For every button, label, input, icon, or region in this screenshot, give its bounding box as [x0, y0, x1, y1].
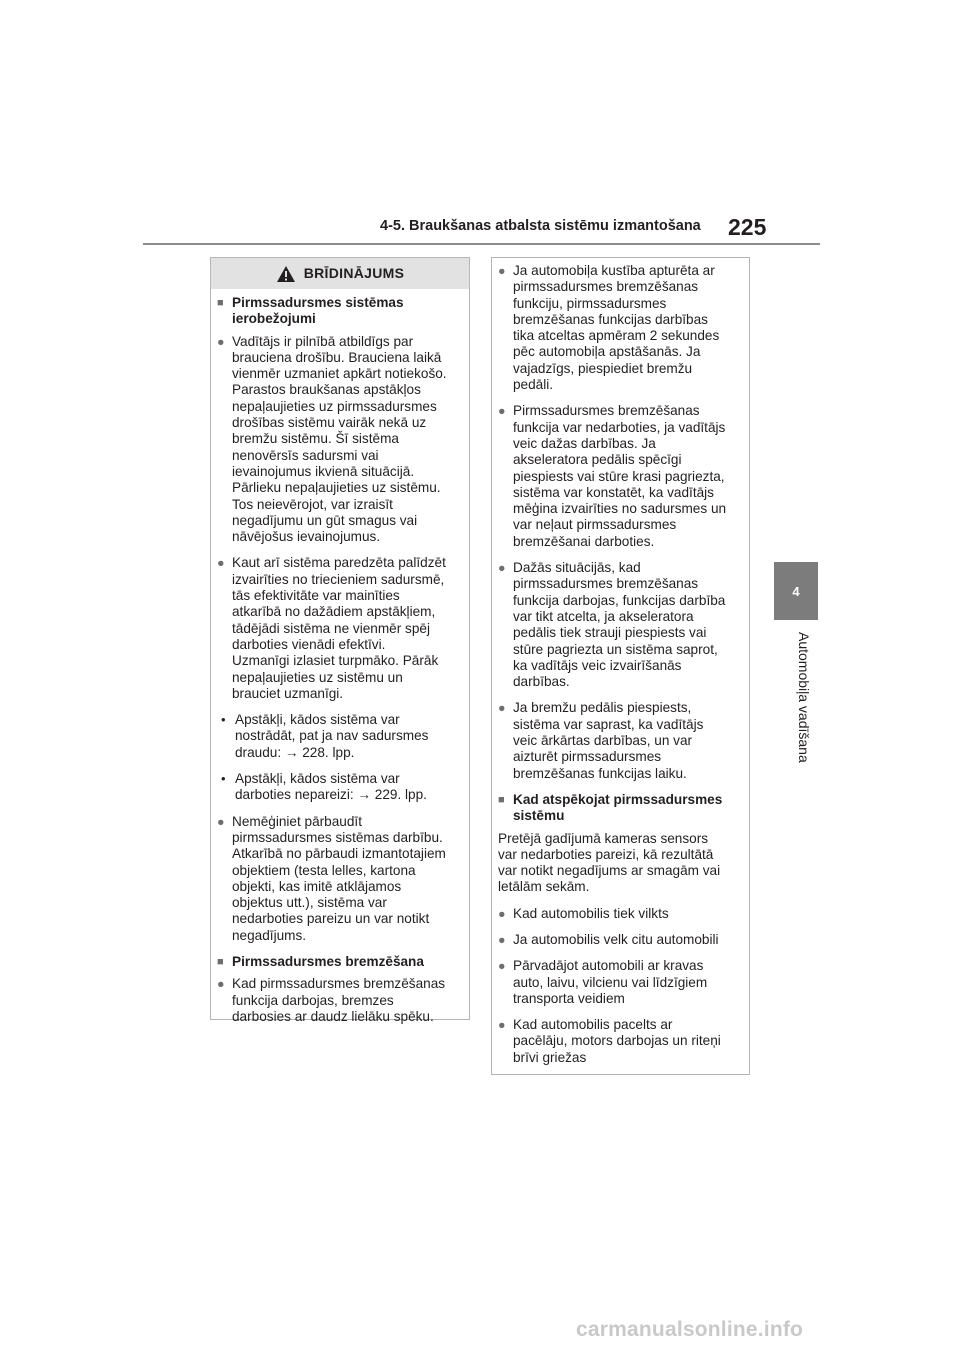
list-item [498, 560, 743, 690]
item-text: Vadītājs ir pilnībā atbildīgs par brauciena drošību. Brauciena laikā vienmēr uzmaniet apkārt notiekošo. Parastos braukšanas apstākļos nepaļaujieties uz pirmssadursmes drošības sistēmu vairāk nekā uz bremžu sistēmu. Šī sistēma nenovērsīs sadursmi vai ievainojumus ikvienā situācijā. Pārlieku nepaļaujieties uz sistēmu. Tos neievērojot, var izraisīt negadījumu un gūt smagus vai nāvējošus ievainojumus. [232, 333, 447, 545]
chapter-tab [774, 562, 818, 620]
item-text: Apstākļi, kādos sistēma var darboties nepareizi: → 229. lpp. [235, 771, 427, 803]
heading-text: Pirmssadursmes bremzēšana [232, 953, 424, 969]
list-item [498, 403, 743, 550]
circle-bullet-icon: ● [498, 264, 506, 278]
paragraph: Pretējā gadījumā kameras sensors var nedarboties pareizi, kā rezultātā var notikt negadījums ar smagām vai letālām sekām. [498, 830, 721, 895]
square-bullet-icon: ■ [498, 793, 505, 806]
warning-header [211, 258, 469, 289]
circle-bullet-icon: ● [217, 556, 225, 571]
item-text: Pārvadājot automobili ar kravas auto, laivu, vilcienu vai līdzīgiem transporta veidiem [513, 958, 708, 1006]
watermark: carmanualsonline.info [576, 1318, 804, 1341]
warning-triangle-icon [276, 265, 296, 283]
item-text: Apstākļi, kādos sistēma var nostrādāt, pat ja nav sadursmes draudu: → 228. lpp. [235, 712, 429, 760]
section-title: 4-5. Braukšanas atbalsta sistēmu izmantošana [380, 218, 701, 234]
heading-text: Pirmssadursmes sistēmas ierobežojumi [232, 295, 404, 327]
circle-bullet-icon: ● [217, 977, 225, 992]
item-text: Kad automobilis pacelts ar pacēlāju, motors darbojas un riteņi brīvi griežas [513, 1017, 721, 1065]
list-item [498, 958, 743, 1007]
item-text: Kad automobilis tiek vilkts [513, 905, 669, 921]
list-item [498, 1017, 743, 1066]
circle-bullet-icon: ● [498, 906, 506, 921]
header-divider [143, 243, 820, 245]
circle-bullet-icon: ● [498, 959, 506, 974]
list-item [498, 700, 743, 781]
circle-bullet-icon: ● [217, 334, 225, 349]
list-item [217, 976, 463, 1025]
chapter-number: 4 [792, 583, 800, 599]
sub-bullet [217, 771, 463, 804]
sub-bullet [217, 712, 463, 761]
circle-bullet-icon: ● [498, 701, 506, 716]
list-item [217, 814, 463, 944]
item-text: Kad pirmssadursmes bremzēšanas funkcija darbojas, bremzes darbosies ar daudz lielāku spēku. [232, 976, 446, 1024]
list-item [498, 932, 743, 948]
list-item [217, 555, 463, 702]
dot-bullet-icon: • [221, 712, 226, 728]
page-number: 225 [728, 214, 767, 240]
warning-title: BRĪDINĀJUMS [303, 265, 405, 282]
square-bullet-icon: ■ [217, 297, 224, 309]
square-bullet-icon: ■ [217, 955, 224, 968]
warning-box-continued [491, 257, 750, 1075]
item-text: Ja bremžu pedālis piespiests, sistēma var saprast, ka vadītājs veic ārkārtas darbības, un var aizturēt pirmssadursmes bremzēšanas funkcijas laiku. [513, 700, 704, 781]
section-heading [217, 295, 463, 328]
list-item [217, 334, 463, 546]
circle-bullet-icon: ● [498, 1018, 506, 1033]
item-text: Kaut arī sistēma paredzēta palīdzēt izvairīties no triecieniem sadursmē, tās efektivitāte var mainīties atkarībā no dažādiem apstākļiem, tādējādi sistēma ne vienmēr spēj darboties vienādi efektīvi. Uzmanīgi izlasiet turpmāko. Pārāk nepaļaujieties uz sistēmu un brauciet uzmanīgi. [232, 555, 446, 701]
item-text: Ja automobilis velk citu automobili [513, 931, 719, 947]
item-text: Nemēģiniet pārbaudīt pirmssadursmes sistēmas darbību. Atkarībā no pārbaudi izmantotajiem objektiem (testa lelles, kartona objekti, kas imitē atklājamos objektus utt.), sistēma var nedarboties pareizu un var notikt negadījums. [232, 813, 446, 943]
circle-bullet-icon: ● [498, 561, 506, 576]
section-heading [498, 792, 743, 825]
section-heading [217, 954, 463, 970]
dot-bullet-icon: • [221, 771, 226, 787]
item-text: Pirmssadursmes bremzēšanas funkcija var nedarboties, ja vadītājs veic dažas darbības. Ja akseleratora pedālis spēcīgi piespiests vai stūre krasi pagriezta, sistēma var konstatēt, ka vadītājs mēģina izvairīties no sadursmes un var neļaut pirmssadursmes bremzēšanai darboties. [513, 403, 727, 549]
heading-text: Kad atspēkojat pirmssadursmes sistēmu [513, 791, 723, 824]
circle-bullet-icon: ● [217, 814, 225, 829]
list-item [498, 263, 743, 393]
chapter-label: Automobiļa vadīšana [796, 632, 812, 763]
item-text: Ja automobiļa kustība apturēta ar pirmssadursmes bremzēšanas funkciju, pirmssadursmes bremzēšanas funkcijas darbības tika atceltas apmēram 2 sekundes pēc automobiļa apstāšanās. Ja vajadzīgs, piespiediet bremžu pedāli. [513, 263, 720, 393]
circle-bullet-icon: ● [498, 932, 506, 947]
circle-bullet-icon: ● [498, 404, 506, 419]
list-item [498, 906, 743, 922]
item-text: Dažās situācijās, kad pirmssadursmes bremzēšanas funkcija darbojas, funkcijas darbība var tikt atcelta, ja akseleratora pedālis tiek strauji piespiests vai stūre pagriezta un sistēma saprot, ka vadītājs veic izvairīšanās darbības. [513, 560, 726, 690]
warning-box [210, 257, 470, 1024]
